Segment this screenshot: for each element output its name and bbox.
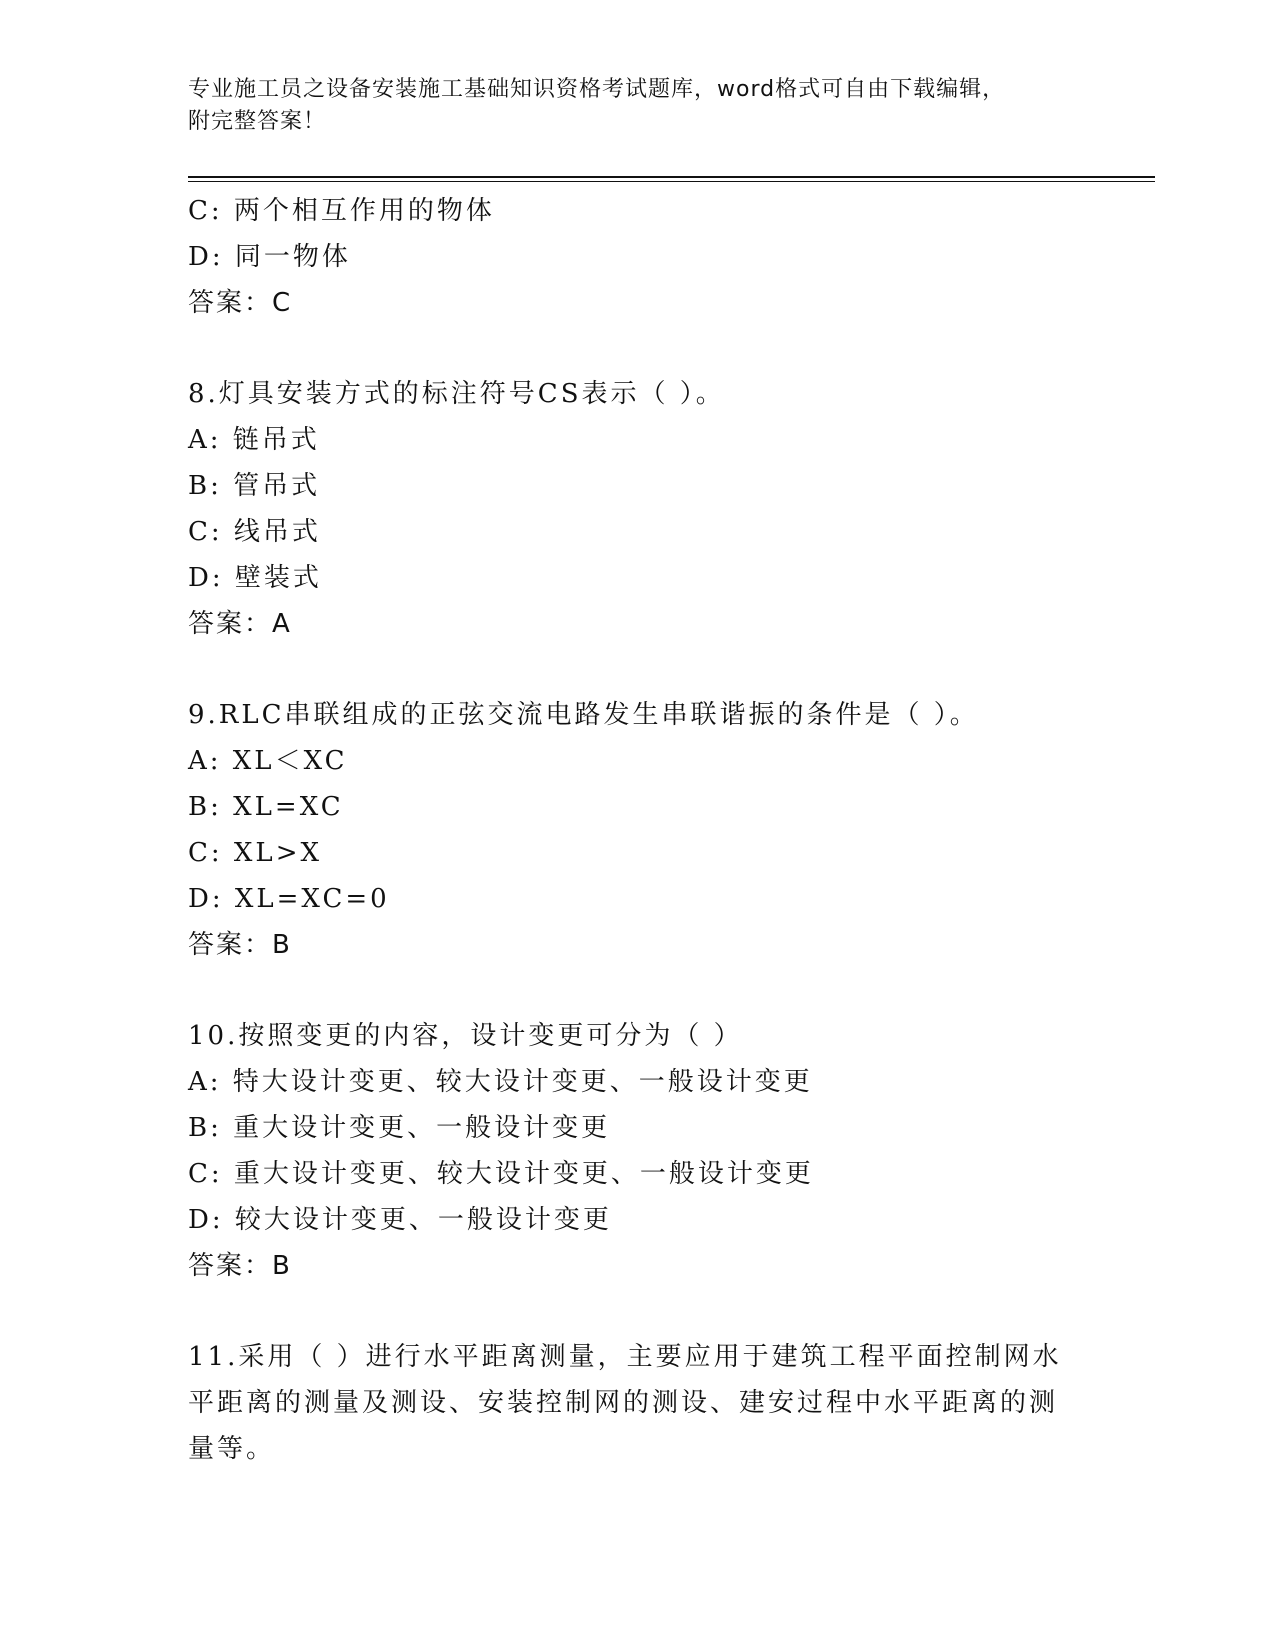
option-b: B: 管吊式: [188, 471, 321, 501]
option-d: D: 同一物体: [188, 242, 351, 272]
option-c: C: 重大设计变更、较大设计变更、一般设计变更: [188, 1159, 814, 1189]
option-c: C: 两个相互作用的物体: [188, 196, 495, 226]
question-block-7: [188, 188, 1068, 326]
answer-line: 答案：B: [188, 1251, 292, 1281]
question-stem: 10.按照变更的内容，设计变更可分为（ ）: [188, 1021, 743, 1051]
question-block-8: [188, 371, 1068, 647]
header-line-2: 附完整答案！: [188, 109, 327, 134]
option-a: A: XL＜XC: [188, 746, 348, 776]
question-block-11: [188, 1334, 1068, 1472]
header-rule-thin: [188, 181, 1155, 182]
answer-line: 答案：A: [188, 609, 292, 639]
option-a: A: 特大设计变更、较大设计变更、一般设计变更: [188, 1067, 813, 1097]
option-d: D: 较大设计变更、一般设计变更: [188, 1205, 612, 1235]
spacer: [188, 968, 1068, 1013]
question-block-9: [188, 692, 1068, 968]
answer-line: 答案：C: [188, 288, 293, 318]
spacer: [188, 326, 1068, 371]
option-a: A: 链吊式: [188, 425, 320, 455]
option-d: D: 壁装式: [188, 563, 322, 593]
spacer: [188, 1289, 1068, 1334]
header-line-1: 专业施工员之设备安装施工基础知识资格考试题库，word格式可自由下载编辑，: [188, 77, 1006, 102]
question-stem: 9.RLC串联组成的正弦交流电路发生串联谐振的条件是（ ）。: [188, 700, 979, 730]
question-stem: 11.采用（ ）进行水平距离测量，主要应用于建筑工程平面控制网水平距离的测量及测设、安装控制网的测设、建安过程中水平距离的测量等。: [188, 1342, 1062, 1464]
option-b: B: 重大设计变更、一般设计变更: [188, 1113, 611, 1143]
answer-line: 答案：B: [188, 930, 292, 960]
question-content: [188, 188, 1068, 1472]
option-c: C: XL>X: [188, 838, 322, 868]
document-header: [188, 74, 1088, 138]
option-d: D: XL=XC=0: [188, 884, 390, 914]
question-block-10: [188, 1013, 1068, 1289]
option-c: C: 线吊式: [188, 517, 321, 547]
header-rule-thick: [188, 176, 1155, 178]
question-stem: 8.灯具安装方式的标注符号CS表示（ ）。: [188, 379, 725, 409]
spacer: [188, 647, 1068, 692]
option-b: B: XL=XC: [188, 792, 344, 822]
